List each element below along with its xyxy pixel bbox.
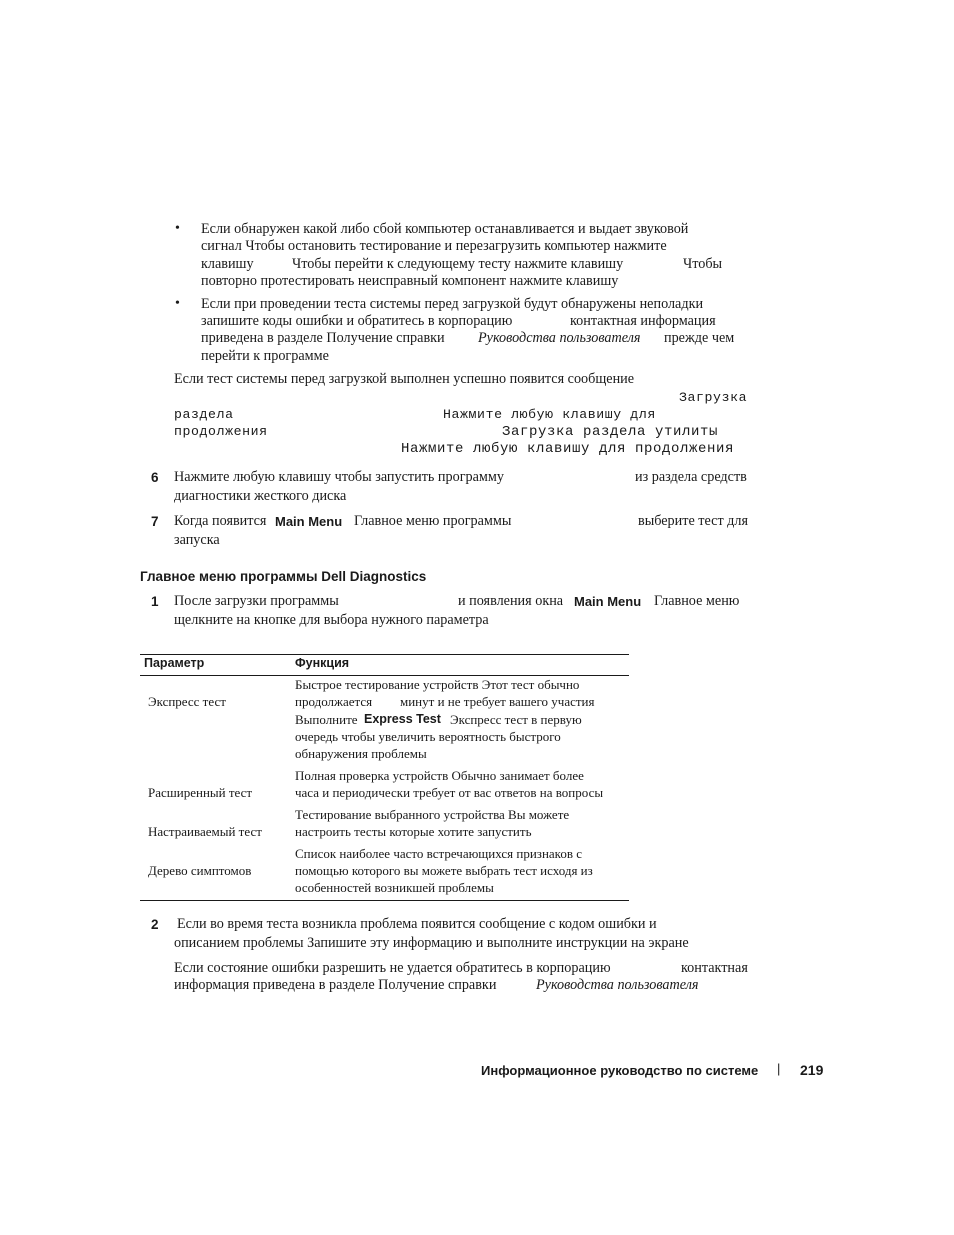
bullet-marker: • [175,296,180,311]
step-7-main-menu: Main Menu [275,514,343,529]
express-desc-3b: Экспресс тест в первую [450,712,582,727]
step-6-line-2: диагностики жесткого диска [174,488,347,504]
bullet-1-line-3a: клавишу [201,256,254,272]
option-express-test: Экспресс тест [148,694,226,709]
success-line: Если тест системы перед загрузкой выполнен успешно появится сообщение [174,371,635,387]
extended-desc-2: часа и периодически требует от вас ответов на вопросы [295,785,604,800]
bullet-2-line-3b: Руководства пользователя [478,330,641,346]
bullet-2-line-3a: приведена в разделе Получение справки [201,330,445,346]
step-7-line-1c: выберите тест для [638,513,749,529]
section-step-1-line-2: щелкните на кнопке для выбора нужного параметра [174,612,489,628]
step-2-line-2: описанием проблемы Запишите эту информацию и выполните инструкции на экране [174,935,689,951]
message-line-2a: раздела [174,407,234,422]
section-step-1-line-1a: После загрузки программы [174,593,339,609]
bullet-2-line-3c: прежде чем [664,330,735,346]
message-line-3a: продолжения [174,424,268,439]
bullet-2-line-4: перейти к программе [201,348,329,364]
step-7-number: 7 [151,514,159,529]
step-7-line-1a: Когда появится [174,513,267,529]
custom-desc-2: настроить тесты которые хотите запустить [295,824,532,839]
express-desc-3a: Выполните [295,712,358,727]
option-extended-test: Расширенный тест [148,785,253,800]
express-desc-2a: продолжается [295,694,373,709]
step-6-number: 6 [151,470,159,485]
message-line-2b: Нажмите любую клавишу для [443,407,656,422]
step-2-para-line-2a: информация приведена в разделе Получение справки [174,977,497,993]
bullet-2-line-2b: контактная информация [570,313,716,329]
step-7-line-2: запуска [174,532,220,548]
step-2-number: 2 [151,917,159,932]
footer-separator: | [777,1061,781,1076]
option-symptom-tree: Дерево симптомов [148,863,252,878]
message-line-1: Загрузка [679,390,748,405]
table-header-rule [140,675,629,676]
express-desc-2b: минут и не требует вашего участия [400,694,595,709]
bullet-1-line-1: Если обнаружен какой либо сбой компьютер останавливается и выдает звуковой [201,221,689,237]
section-step-1-number: 1 [151,594,159,609]
express-desc-5: обнаружения проблемы [295,746,427,761]
footer-title: Информационное руководство по системе [481,1063,759,1078]
step-7-line-1b: Главное меню программы [354,513,512,529]
step-2-para-line-2b: Руководства пользователя [536,977,699,993]
section-heading: Главное меню программы Dell Diagnostics [140,569,427,584]
section-step-1-line-1c: Главное меню [654,593,740,609]
header-function: Функция [295,656,350,670]
express-desc-keyword: Express Test [364,712,441,726]
bullet-2-line-1: Если при проведении теста системы перед загрузкой будут обнаружены неполадки [201,296,704,312]
step-2-para-line-1a: Если состояние ошибки разрешить не удается обратитесь в корпорацию [174,960,611,976]
step-6-line-1b: из раздела средств [635,469,747,485]
bullet-1-line-2: сигнал Чтобы остановить тестирование и перезагрузить компьютер нажмите [201,238,667,254]
page-number: 219 [800,1062,824,1078]
step-2-line-1: Если во время теста возникла проблема появится сообщение с кодом ошибки и [177,916,657,932]
step-2-para-line-1b: контактная [681,960,748,976]
express-desc-4: очередь чтобы увеличить вероятность быстрого [295,729,561,744]
bullet-2-line-2a: запишите коды ошибки и обратитесь в корпорацию [201,313,513,329]
extended-desc-1: Полная проверка устройств Обычно занимает более [295,768,584,783]
bullet-1-line-3c: Чтобы [683,256,723,272]
symptom-desc-2: помощью которого вы можете выбрать тест исходя из [295,863,593,878]
bullet-1-line-4: повторно протестировать неисправный компонент нажмите клавишу [201,273,619,289]
section-step-1-line-1b: и появления окна [458,593,564,609]
header-param: Параметр [144,656,205,670]
custom-desc-1: Тестирование выбранного устройства Вы можете [295,807,570,822]
option-custom-test: Настраиваемый тест [148,824,262,839]
table-bottom-rule [140,900,629,901]
table-top-rule [140,654,629,655]
message-line-3b: Загрузка раздела утилиты [502,424,719,440]
section-step-1-main-menu: Main Menu [574,594,642,609]
bullet-1-line-3b: Чтобы перейти к следующему тесту нажмите клавишу [292,256,624,272]
express-desc-1: Быстрое тестирование устройств Этот тест обычно [295,677,580,692]
symptom-desc-1: Список наиболее часто встречающихся признаков с [295,846,582,861]
step-6-line-1a: Нажмите любую клавишу чтобы запустить программу [174,469,504,485]
message-line-4: Нажмите любую клавишу для продолжения [401,441,735,457]
symptom-desc-3: особенностей возникшей проблемы [295,880,494,895]
bullet-marker: • [175,221,180,236]
